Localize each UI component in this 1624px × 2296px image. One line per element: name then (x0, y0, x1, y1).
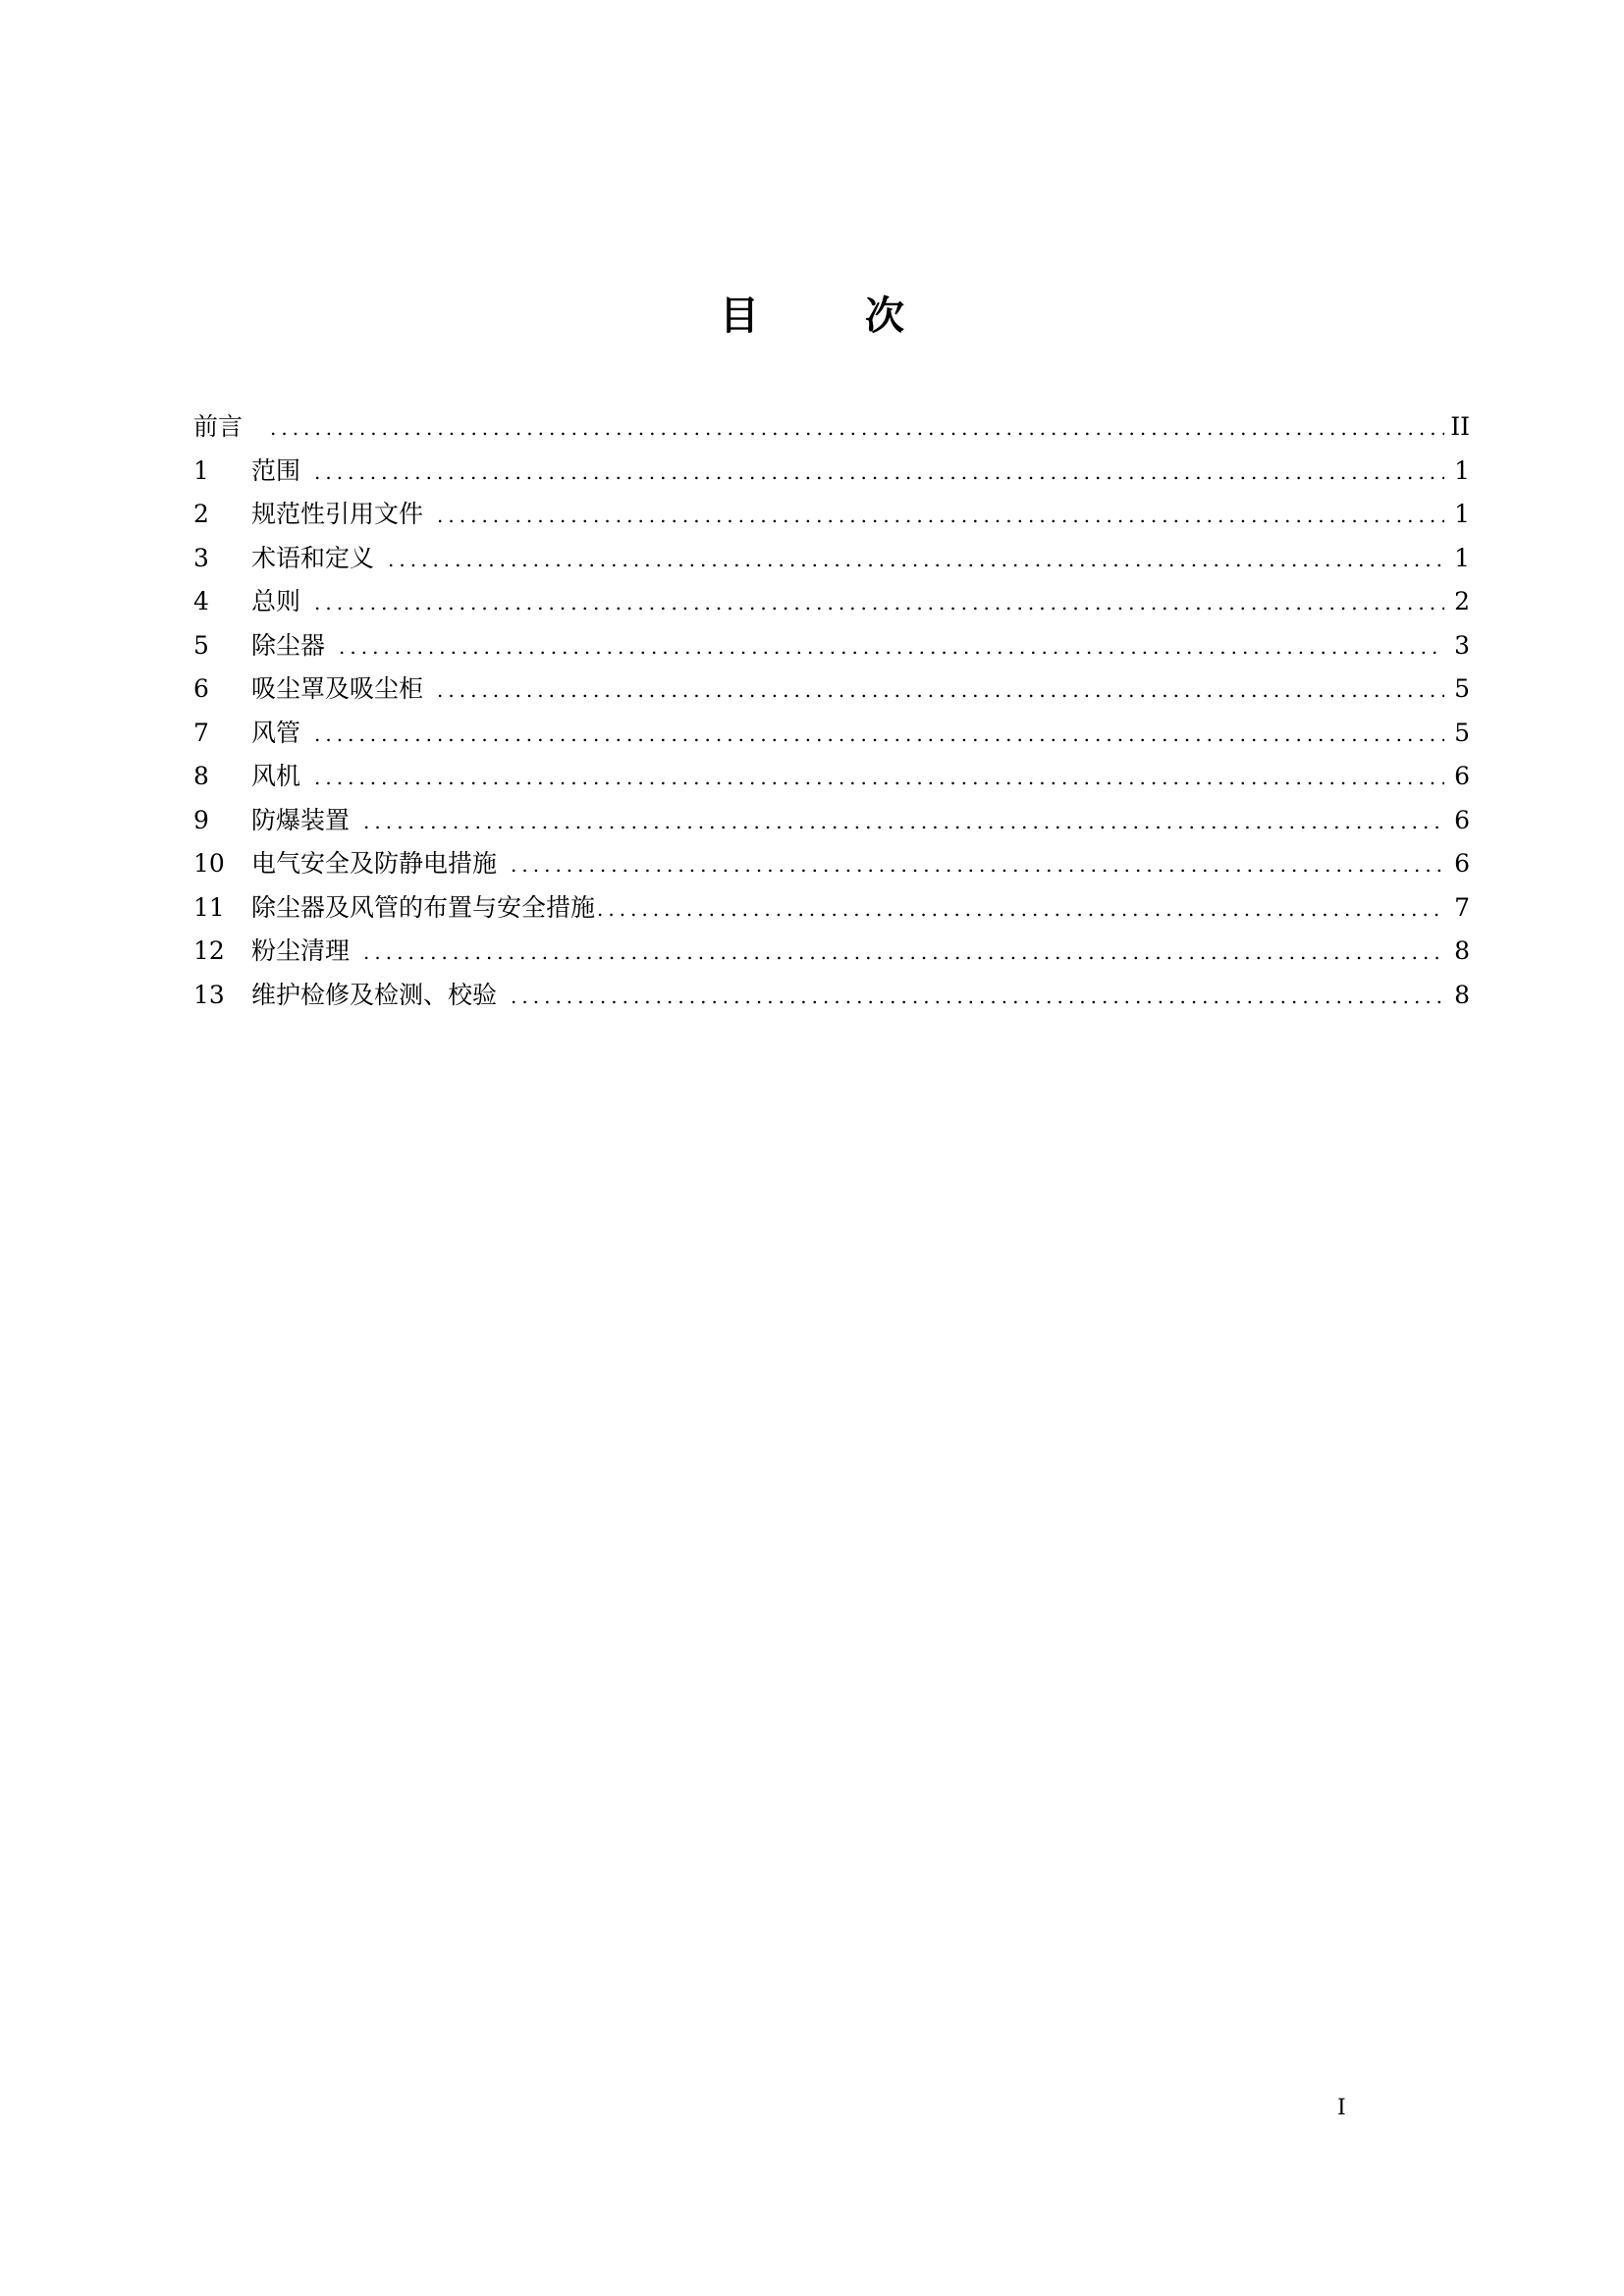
toc-dot-leader (363, 800, 1444, 844)
toc-entry-number: 9 (193, 805, 209, 834)
toc-entry-9[interactable] (193, 799, 1470, 843)
table-of-contents (193, 405, 1470, 1017)
toc-entry-page: 3 (1454, 630, 1470, 660)
toc-entry-page: 6 (1454, 849, 1470, 878)
toc-entry-page: 2 (1454, 587, 1470, 615)
toc-entry-number: 7 (193, 718, 209, 747)
toc-entry-page: 7 (1454, 892, 1470, 922)
toc-dot-leader (363, 931, 1444, 975)
toc-entry-label: 总则 (251, 587, 301, 615)
toc-entry-label: 电气安全及防静电措施 (251, 849, 498, 878)
toc-entry-number: 5 (193, 630, 209, 660)
toc-entry-13[interactable] (193, 974, 1470, 1018)
toc-entry-label: 规范性引用文件 (251, 500, 424, 528)
toc-entry-label: 风机 (251, 762, 301, 790)
toc-entry-page: 6 (1454, 805, 1470, 834)
toc-entry-number: 12 (193, 936, 225, 965)
toc-entry-number: 8 (193, 762, 209, 790)
toc-dot-leader (511, 843, 1444, 887)
toc-dot-leader (339, 625, 1444, 669)
toc-entry-page: 8 (1454, 980, 1470, 1009)
toc-entry-label: 吸尘罩及吸尘柜 (251, 674, 424, 703)
toc-entry-label: 除尘器 (251, 630, 326, 660)
toc-entry-number: 4 (193, 587, 209, 615)
toc-entry-5[interactable] (193, 624, 1470, 668)
toc-entry-8[interactable] (193, 755, 1470, 799)
toc-entry-10[interactable] (193, 842, 1470, 886)
toc-entry-number: 6 (193, 674, 209, 703)
toc-entry-page: 5 (1454, 718, 1470, 747)
toc-entry-label: 前言 (193, 412, 244, 441)
toc-dot-leader (437, 494, 1444, 538)
toc-entry-foreword[interactable] (193, 405, 1470, 450)
toc-entry-label: 粉尘清理 (251, 936, 351, 965)
toc-entry-number: 13 (193, 980, 225, 1009)
toc-entry-number: 3 (193, 543, 209, 572)
toc-entry-4[interactable] (193, 580, 1470, 624)
toc-entry-2[interactable] (193, 493, 1470, 537)
toc-entry-12[interactable] (193, 930, 1470, 974)
toc-entry-11[interactable] (193, 886, 1470, 931)
toc-dot-leader (314, 756, 1444, 800)
toc-entry-page: 5 (1454, 674, 1470, 703)
toc-entry-number: 1 (193, 455, 209, 485)
toc-entry-label: 范围 (251, 455, 301, 485)
toc-entry-page: 8 (1454, 936, 1470, 965)
page-number: I (1337, 2096, 1346, 2120)
toc-dot-leader (314, 581, 1444, 625)
toc-entry-page: 1 (1454, 455, 1470, 485)
toc-entry-7[interactable] (193, 712, 1470, 756)
toc-entry-number: 10 (193, 849, 225, 878)
page-title: 目 次 (720, 294, 938, 339)
toc-entry-1[interactable] (193, 450, 1470, 494)
toc-entry-page: 6 (1454, 762, 1470, 790)
toc-dot-leader (388, 538, 1444, 582)
toc-dot-leader (437, 668, 1444, 713)
toc-entry-number: 2 (193, 500, 209, 528)
toc-dot-leader (270, 406, 1444, 451)
toc-dot-leader (314, 451, 1444, 495)
toc-entry-label: 防爆装置 (251, 805, 351, 834)
toc-entry-6[interactable] (193, 667, 1470, 712)
toc-dot-leader (597, 887, 1444, 932)
toc-entry-label: 除尘器及风管的布置与安全措施 (251, 892, 596, 922)
toc-entry-page: 1 (1454, 500, 1470, 528)
toc-dot-leader (511, 975, 1444, 1019)
toc-entry-page: II (1450, 412, 1470, 441)
toc-entry-page: 1 (1454, 543, 1470, 572)
toc-entry-label: 维护检修及检测、校验 (251, 980, 498, 1009)
toc-dot-leader (314, 713, 1444, 757)
toc-entry-number: 11 (193, 892, 225, 922)
toc-entry-label: 风管 (251, 718, 301, 747)
toc-entry-label: 术语和定义 (251, 543, 375, 572)
toc-entry-3[interactable] (193, 537, 1470, 581)
